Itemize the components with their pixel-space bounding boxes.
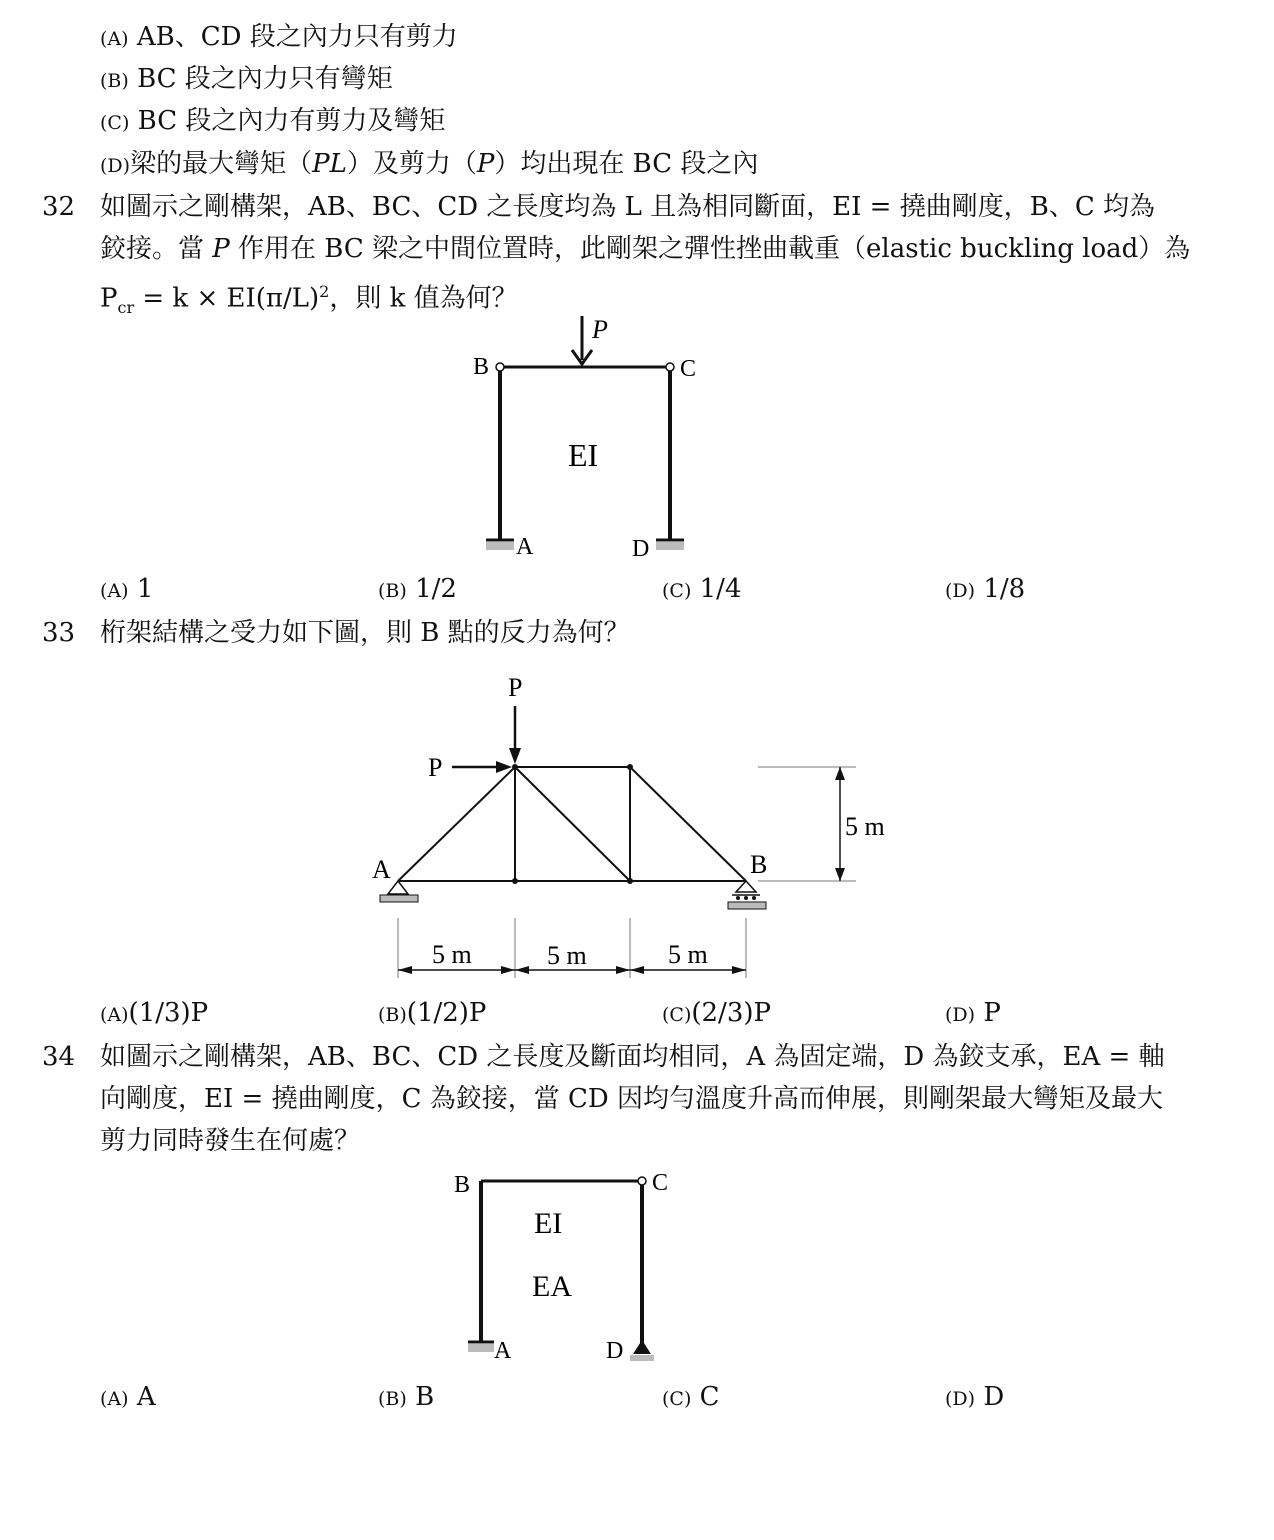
question-32-text-line1: 如圖示之剛構架，AB、BC、CD 之長度均為 L 且為相同斷面，EI = 撓曲剛度，B、C 均為 <box>100 192 1155 222</box>
question-32-number: 32 <box>42 192 76 222</box>
q34-label-d: D <box>606 1338 624 1364</box>
q33-option-d[interactable]: (D) P <box>945 998 1001 1028</box>
q32-option-c[interactable]: (C) 1/4 <box>662 574 742 604</box>
q33-truss-members <box>398 767 746 881</box>
q32-option-a[interactable]: (A) 1 <box>100 574 154 604</box>
q34-pin-support-d <box>633 1340 651 1354</box>
q34-label-b: B <box>454 1172 471 1198</box>
q33-label-b: B <box>750 850 768 879</box>
q32-load-label: P <box>592 315 608 344</box>
prev-option-c: (C) BC 段之內力有剪力及彎矩 <box>100 106 446 136</box>
q32-label-a: A <box>516 534 534 560</box>
q33-span3-label: 5 m <box>668 940 708 969</box>
q34-label-ei: EI <box>534 1207 563 1240</box>
q32-label-d: D <box>632 536 650 562</box>
q34-option-b[interactable]: (B) B <box>378 1382 435 1412</box>
q32-fixed-support-a <box>486 542 514 550</box>
q33-load-v-label: P <box>508 673 523 702</box>
q34-frame-figure <box>452 1166 682 1366</box>
q32-label-b: B <box>473 354 490 380</box>
q34-label-a: A <box>494 1338 512 1364</box>
question-34-text-line2: 向剛度，EI = 撓曲剛度，C 為鉸接，當 CD 因均勻溫度升高而伸展，則剛架最大彎矩及最大 <box>100 1084 1163 1114</box>
q32-option-d[interactable]: (D) 1/8 <box>945 574 1026 604</box>
q33-truss-figure <box>360 668 900 986</box>
q33-load-h-label: P <box>428 753 443 782</box>
question-32-text-line2: 鉸接。當 P 作用在 BC 梁之中間位置時，此剛架之彈性挫曲載重（elastic buckling load）為 <box>100 234 1191 264</box>
q34-option-d[interactable]: (D) D <box>945 1382 1005 1412</box>
q32-label-ei: EI <box>568 437 599 473</box>
q33-roller-support-b <box>736 881 756 892</box>
q33-label-a: A <box>372 855 391 884</box>
q33-span1-label: 5 m <box>432 940 472 969</box>
q34-hinge-c <box>638 1177 646 1185</box>
q34-label-c: C <box>652 1170 669 1196</box>
q34-label-ea: EA <box>532 1270 572 1303</box>
q33-span2-label: 5 m <box>547 941 587 970</box>
q33-pin-support-a <box>388 881 408 894</box>
prev-option-d: (D)梁的最大彎矩（PL）及剪力（P）均出現在 BC 段之內 <box>100 149 759 179</box>
question-34-number: 34 <box>42 1042 76 1072</box>
question-34-text-line3: 剪力同時發生在何處？ <box>100 1126 361 1156</box>
q33-height-label: 5 m <box>845 812 885 841</box>
q32-hinge-c <box>666 363 674 371</box>
q34-fixed-support-a <box>468 1344 494 1352</box>
prev-option-b: (B) BC 段之內力只有彎矩 <box>100 64 393 94</box>
q32-frame-figure <box>470 312 710 564</box>
question-33-text: 桁架結構之受力如下圖，則 B 點的反力為何？ <box>100 618 630 648</box>
q34-option-a[interactable]: (A) A <box>100 1382 156 1412</box>
q32-label-c: C <box>680 356 697 382</box>
question-33-number: 33 <box>42 618 76 648</box>
prev-option-a: (A) AB、CD 段之內力只有剪力 <box>100 22 458 52</box>
q33-option-b[interactable]: (B)(1/2)P <box>378 998 487 1028</box>
q32-fixed-support-d <box>656 542 684 550</box>
question-34-text-line1: 如圖示之剛構架，AB、BC、CD 之長度及斷面均相同，A 為固定端，D 為鉸支承，EA = 軸 <box>100 1042 1165 1072</box>
q32-hinge-b <box>496 363 504 371</box>
q32-option-b[interactable]: (B) 1/2 <box>378 574 457 604</box>
question-32-text-line3: $P_{cr} = k \times EI(\pi/L)^2$，則 k 值為何？ <box>100 282 518 317</box>
q34-option-c[interactable]: (C) C <box>662 1382 720 1412</box>
q33-option-a[interactable]: (A)(1/3)P <box>100 998 209 1028</box>
q33-option-c[interactable]: (C)(2/3)P <box>662 998 771 1028</box>
